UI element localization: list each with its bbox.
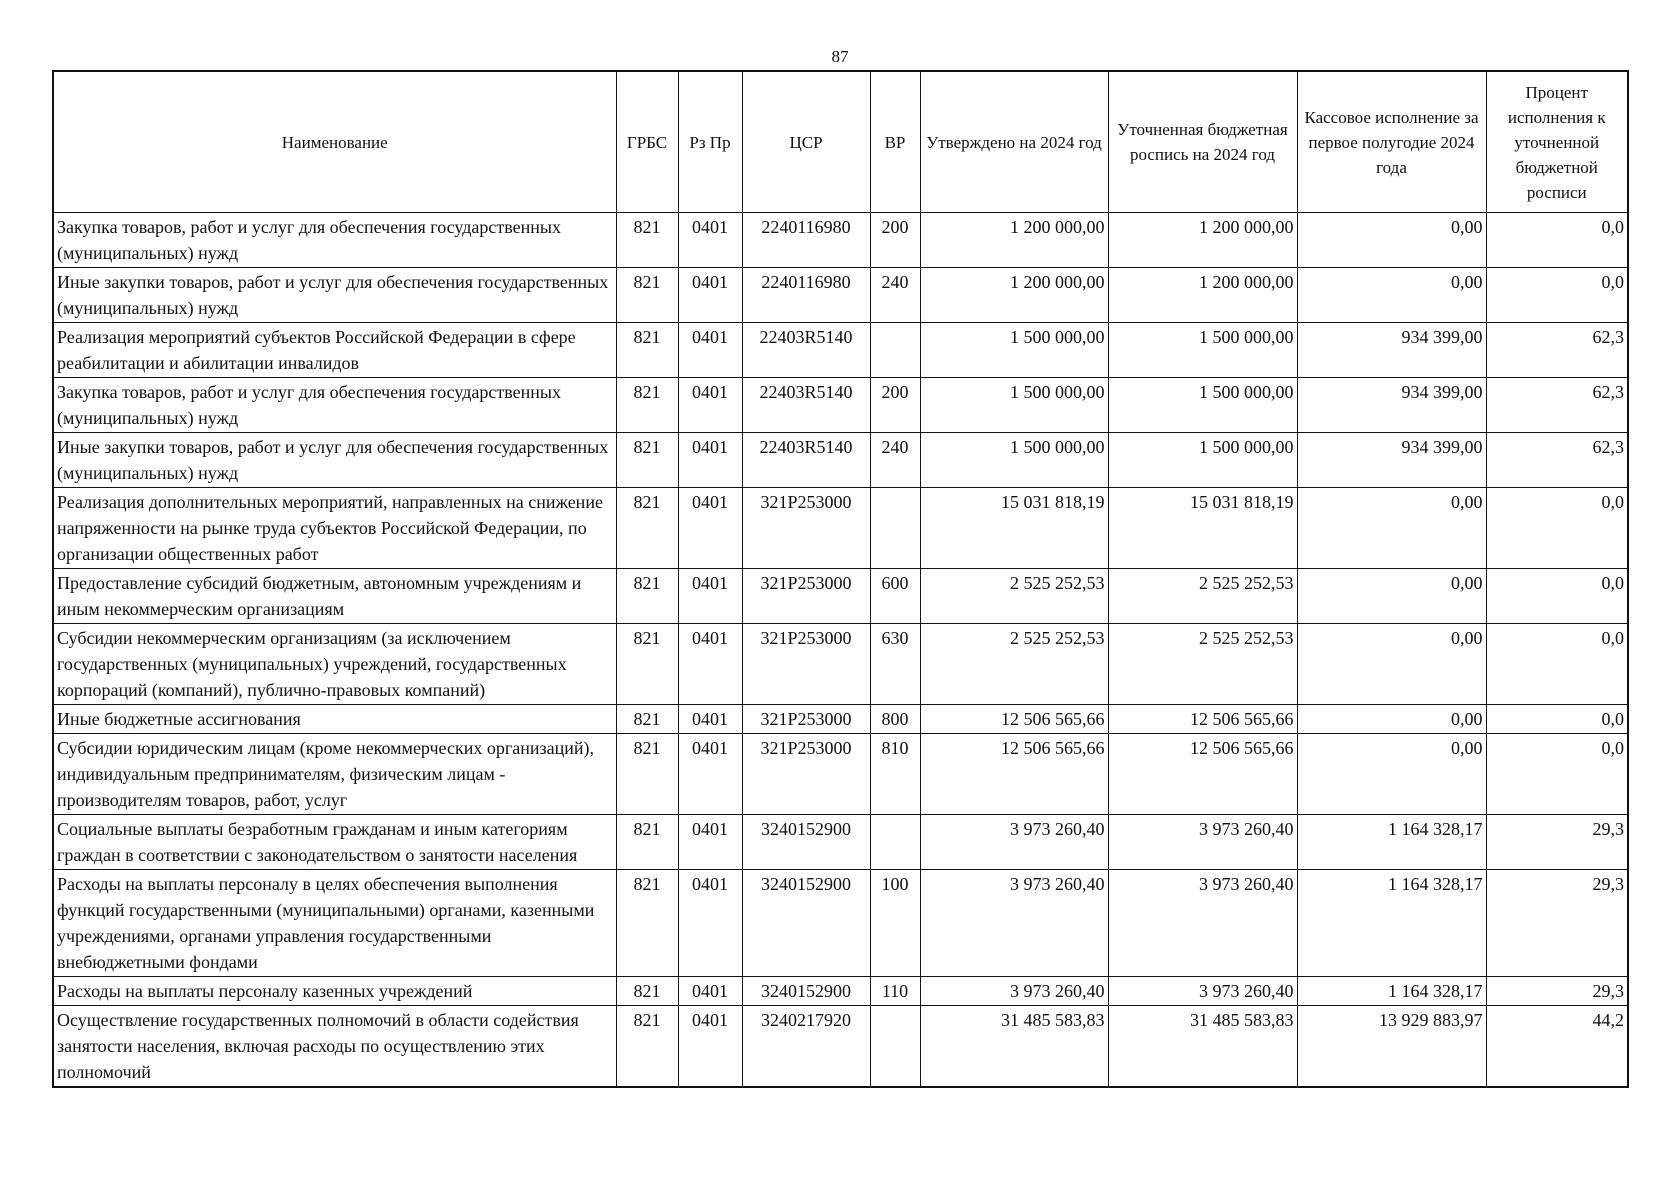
cell-csr: 321P253000 bbox=[742, 569, 870, 624]
cell-csr: 3240152900 bbox=[742, 815, 870, 870]
header-name: Наименование bbox=[53, 71, 616, 213]
table-row bbox=[53, 378, 1628, 433]
header-vr: ВР bbox=[870, 71, 920, 213]
cell-name: Социальные выплаты безработным гражданам и иным категориям граждан в соответствии с законодательством о занятости населения bbox=[53, 815, 616, 870]
header-approved: Утверждено на 2024 год bbox=[920, 71, 1108, 213]
cell-rzpr: 0401 bbox=[678, 705, 742, 734]
cell-vr: 240 bbox=[870, 268, 920, 323]
cell-approved: 12 506 565,66 bbox=[920, 734, 1108, 815]
cell-csr: 2240116980 bbox=[742, 268, 870, 323]
cell-grbs: 821 bbox=[616, 323, 678, 378]
cell-refined: 3 973 260,40 bbox=[1108, 815, 1297, 870]
cell-rzpr: 0401 bbox=[678, 213, 742, 268]
cell-grbs: 821 bbox=[616, 734, 678, 815]
cell-approved: 31 485 583,83 bbox=[920, 1006, 1108, 1088]
cell-cash: 0,00 bbox=[1297, 488, 1486, 569]
cell-approved: 1 500 000,00 bbox=[920, 378, 1108, 433]
header-csr: ЦСР bbox=[742, 71, 870, 213]
table-row bbox=[53, 488, 1628, 569]
cell-cash: 13 929 883,97 bbox=[1297, 1006, 1486, 1088]
header-rzpr: Рз Пр bbox=[678, 71, 742, 213]
cell-approved: 15 031 818,19 bbox=[920, 488, 1108, 569]
cell-refined: 1 500 000,00 bbox=[1108, 378, 1297, 433]
table-row bbox=[53, 870, 1628, 977]
cell-rzpr: 0401 bbox=[678, 870, 742, 977]
cell-name: Закупка товаров, работ и услуг для обеспечения государственных (муниципальных) нужд bbox=[53, 213, 616, 268]
cell-name: Предоставление субсидий бюджетным, автономным учреждениям и иным некоммерческим организациям bbox=[53, 569, 616, 624]
cell-approved: 12 506 565,66 bbox=[920, 705, 1108, 734]
table-header-row bbox=[53, 71, 1628, 213]
cell-name: Иные закупки товаров, работ и услуг для обеспечения государственных (муниципальных) нужд bbox=[53, 268, 616, 323]
cell-rzpr: 0401 bbox=[678, 433, 742, 488]
cell-vr: 810 bbox=[870, 734, 920, 815]
cell-cash: 1 164 328,17 bbox=[1297, 977, 1486, 1006]
cell-percent: 0,0 bbox=[1486, 268, 1628, 323]
cell-rzpr: 0401 bbox=[678, 977, 742, 1006]
cell-percent: 44,2 bbox=[1486, 1006, 1628, 1088]
header-percent: Процент исполнения к уточненной бюджетной росписи bbox=[1486, 71, 1628, 213]
cell-vr: 200 bbox=[870, 213, 920, 268]
cell-csr: 3240152900 bbox=[742, 870, 870, 977]
table-row bbox=[53, 705, 1628, 734]
cell-cash: 0,00 bbox=[1297, 569, 1486, 624]
cell-name: Расходы на выплаты персоналу в целях обеспечения выполнения функций государственными (муниципальными) органами, казенными учреждениями, органами управления государственными внебюджетными фондами bbox=[53, 870, 616, 977]
cell-name: Субсидии некоммерческим организациям (за исключением государственных (муниципальных) учреждений, государственных корпораций (компаний), публично-правовых компаний) bbox=[53, 624, 616, 705]
cell-rzpr: 0401 bbox=[678, 734, 742, 815]
cell-name: Осуществление государственных полномочий в области содействия занятости населения, включая расходы по осуществлению этих полномочий bbox=[53, 1006, 616, 1088]
cell-grbs: 821 bbox=[616, 1006, 678, 1088]
cell-rzpr: 0401 bbox=[678, 1006, 742, 1088]
cell-vr: 200 bbox=[870, 378, 920, 433]
header-cash: Кассовое исполнение за первое полугодие 2024 года bbox=[1297, 71, 1486, 213]
cell-vr bbox=[870, 1006, 920, 1088]
cell-csr: 2240116980 bbox=[742, 213, 870, 268]
cell-cash: 0,00 bbox=[1297, 705, 1486, 734]
cell-refined: 15 031 818,19 bbox=[1108, 488, 1297, 569]
cell-name: Субсидии юридическим лицам (кроме некоммерческих организаций), индивидуальным предпринимателям, физическим лицам - производителям товаров, работ, услуг bbox=[53, 734, 616, 815]
header-grbs: ГРБС bbox=[616, 71, 678, 213]
cell-name: Закупка товаров, работ и услуг для обеспечения государственных (муниципальных) нужд bbox=[53, 378, 616, 433]
cell-grbs: 821 bbox=[616, 268, 678, 323]
cell-vr: 800 bbox=[870, 705, 920, 734]
budget-execution-table bbox=[52, 70, 1629, 1088]
cell-csr: 22403R5140 bbox=[742, 433, 870, 488]
cell-vr: 630 bbox=[870, 624, 920, 705]
cell-refined: 1 200 000,00 bbox=[1108, 213, 1297, 268]
table-row bbox=[53, 624, 1628, 705]
cell-vr: 110 bbox=[870, 977, 920, 1006]
cell-vr: 100 bbox=[870, 870, 920, 977]
table-row bbox=[53, 977, 1628, 1006]
cell-name: Реализация мероприятий субъектов Российской Федерации в сфере реабилитации и абилитации инвалидов bbox=[53, 323, 616, 378]
cell-grbs: 821 bbox=[616, 624, 678, 705]
cell-csr: 3240152900 bbox=[742, 977, 870, 1006]
cell-name: Реализация дополнительных мероприятий, направленных на снижение напряженности на рынке труда субъектов Российской Федерации, по организации общественных работ bbox=[53, 488, 616, 569]
cell-percent: 0,0 bbox=[1486, 213, 1628, 268]
cell-refined: 2 525 252,53 bbox=[1108, 569, 1297, 624]
cell-cash: 0,00 bbox=[1297, 268, 1486, 323]
cell-approved: 1 500 000,00 bbox=[920, 323, 1108, 378]
cell-csr: 22403R5140 bbox=[742, 378, 870, 433]
cell-grbs: 821 bbox=[616, 705, 678, 734]
cell-grbs: 821 bbox=[616, 433, 678, 488]
cell-rzpr: 0401 bbox=[678, 569, 742, 624]
cell-refined: 1 500 000,00 bbox=[1108, 323, 1297, 378]
cell-vr bbox=[870, 323, 920, 378]
cell-vr bbox=[870, 488, 920, 569]
cell-csr: 22403R5140 bbox=[742, 323, 870, 378]
cell-rzpr: 0401 bbox=[678, 488, 742, 569]
cell-rzpr: 0401 bbox=[678, 268, 742, 323]
cell-refined: 12 506 565,66 bbox=[1108, 734, 1297, 815]
cell-percent: 62,3 bbox=[1486, 323, 1628, 378]
table-row bbox=[53, 268, 1628, 323]
cell-percent: 0,0 bbox=[1486, 569, 1628, 624]
cell-name: Иные бюджетные ассигнования bbox=[53, 705, 616, 734]
cell-approved: 1 200 000,00 bbox=[920, 213, 1108, 268]
table-row bbox=[53, 213, 1628, 268]
cell-refined: 1 500 000,00 bbox=[1108, 433, 1297, 488]
cell-refined: 12 506 565,66 bbox=[1108, 705, 1297, 734]
cell-csr: 3240217920 bbox=[742, 1006, 870, 1088]
cell-vr: 240 bbox=[870, 433, 920, 488]
cell-vr: 600 bbox=[870, 569, 920, 624]
cell-csr: 321P253000 bbox=[742, 734, 870, 815]
cell-name: Расходы на выплаты персоналу казенных учреждений bbox=[53, 977, 616, 1006]
cell-csr: 321P253000 bbox=[742, 488, 870, 569]
cell-grbs: 821 bbox=[616, 378, 678, 433]
cell-approved: 3 973 260,40 bbox=[920, 815, 1108, 870]
cell-name: Иные закупки товаров, работ и услуг для обеспечения государственных (муниципальных) нужд bbox=[53, 433, 616, 488]
cell-approved: 3 973 260,40 bbox=[920, 977, 1108, 1006]
cell-approved: 2 525 252,53 bbox=[920, 569, 1108, 624]
cell-percent: 29,3 bbox=[1486, 815, 1628, 870]
cell-cash: 934 399,00 bbox=[1297, 378, 1486, 433]
cell-refined: 1 200 000,00 bbox=[1108, 268, 1297, 323]
cell-grbs: 821 bbox=[616, 870, 678, 977]
table-row bbox=[53, 1006, 1628, 1088]
cell-refined: 2 525 252,53 bbox=[1108, 624, 1297, 705]
table-row bbox=[53, 433, 1628, 488]
table-row bbox=[53, 815, 1628, 870]
cell-refined: 3 973 260,40 bbox=[1108, 977, 1297, 1006]
table-row bbox=[53, 323, 1628, 378]
cell-percent: 62,3 bbox=[1486, 433, 1628, 488]
cell-grbs: 821 bbox=[616, 488, 678, 569]
cell-percent: 0,0 bbox=[1486, 705, 1628, 734]
table-row bbox=[53, 734, 1628, 815]
cell-approved: 2 525 252,53 bbox=[920, 624, 1108, 705]
page-number: 87 bbox=[831, 47, 849, 66]
cell-rzpr: 0401 bbox=[678, 815, 742, 870]
cell-percent: 62,3 bbox=[1486, 378, 1628, 433]
cell-cash: 0,00 bbox=[1297, 624, 1486, 705]
cell-cash: 1 164 328,17 bbox=[1297, 815, 1486, 870]
cell-rzpr: 0401 bbox=[678, 323, 742, 378]
cell-percent: 0,0 bbox=[1486, 488, 1628, 569]
cell-approved: 1 200 000,00 bbox=[920, 268, 1108, 323]
cell-percent: 29,3 bbox=[1486, 870, 1628, 977]
cell-refined: 31 485 583,83 bbox=[1108, 1006, 1297, 1088]
header-refined: Уточненная бюджетная роспись на 2024 год bbox=[1108, 71, 1297, 213]
cell-grbs: 821 bbox=[616, 977, 678, 1006]
cell-rzpr: 0401 bbox=[678, 624, 742, 705]
table-body bbox=[53, 213, 1628, 1088]
cell-vr bbox=[870, 815, 920, 870]
cell-grbs: 821 bbox=[616, 569, 678, 624]
cell-percent: 0,0 bbox=[1486, 624, 1628, 705]
cell-cash: 0,00 bbox=[1297, 213, 1486, 268]
cell-grbs: 821 bbox=[616, 213, 678, 268]
cell-csr: 321P253000 bbox=[742, 705, 870, 734]
cell-refined: 3 973 260,40 bbox=[1108, 870, 1297, 977]
cell-approved: 3 973 260,40 bbox=[920, 870, 1108, 977]
cell-cash: 934 399,00 bbox=[1297, 323, 1486, 378]
cell-grbs: 821 bbox=[616, 815, 678, 870]
cell-percent: 0,0 bbox=[1486, 734, 1628, 815]
cell-cash: 934 399,00 bbox=[1297, 433, 1486, 488]
cell-rzpr: 0401 bbox=[678, 378, 742, 433]
cell-cash: 1 164 328,17 bbox=[1297, 870, 1486, 977]
cell-cash: 0,00 bbox=[1297, 734, 1486, 815]
cell-csr: 321P253000 bbox=[742, 624, 870, 705]
cell-percent: 29,3 bbox=[1486, 977, 1628, 1006]
table-row bbox=[53, 569, 1628, 624]
cell-approved: 1 500 000,00 bbox=[920, 433, 1108, 488]
